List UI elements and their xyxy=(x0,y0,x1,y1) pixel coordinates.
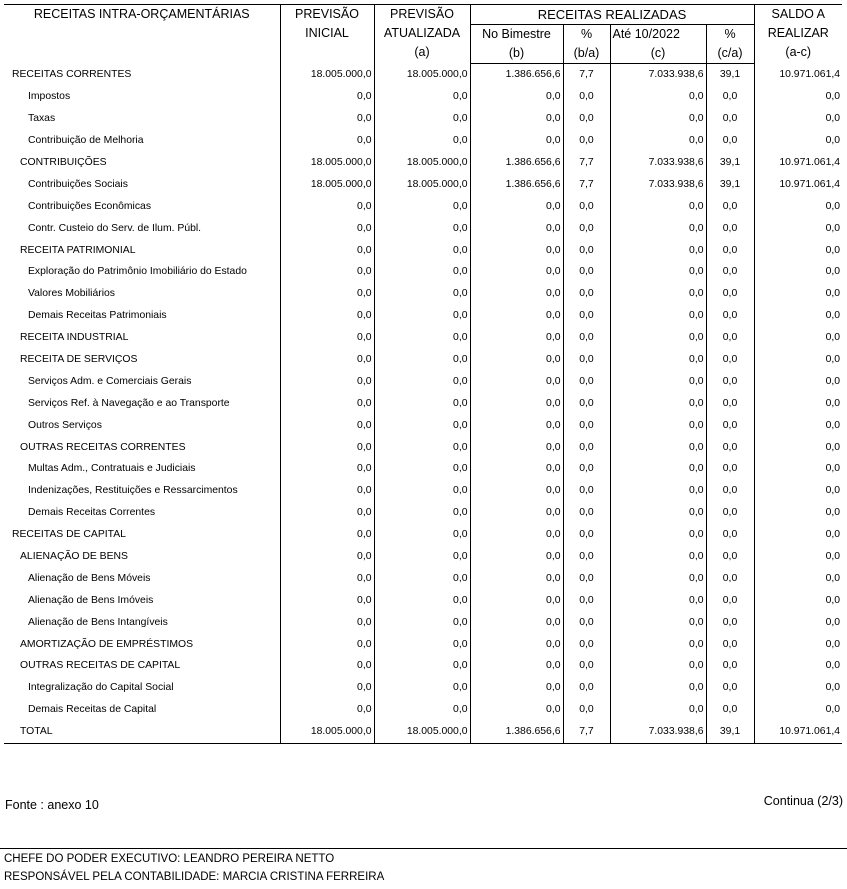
cell-atualizada: 0,0 xyxy=(374,458,470,480)
table-row xyxy=(4,458,842,480)
cell-ate: 0,0 xyxy=(610,436,706,458)
cell-atualizada: 0,0 xyxy=(374,195,470,217)
cell-inicial: 0,0 xyxy=(280,261,374,283)
cell-ate: 7.033.938,6 xyxy=(610,721,706,743)
col-no-bimestre: No Bimestre (b) xyxy=(470,25,563,64)
cell-atualizada: 0,0 xyxy=(374,480,470,502)
cell-pct-c: 0,0 xyxy=(706,633,754,655)
table-row xyxy=(4,261,842,283)
cell-bimestre: 0,0 xyxy=(470,130,563,152)
table-row xyxy=(4,370,842,392)
col-previsao-atualizada: PREVISÃO ATUALIZADA (a) xyxy=(374,5,470,64)
table-row xyxy=(4,152,842,174)
cell-atualizada: 0,0 xyxy=(374,524,470,546)
cell-bimestre: 0,0 xyxy=(470,589,563,611)
cell-inicial: 0,0 xyxy=(280,436,374,458)
signature-responsavel: RESPONSÁVEL PELA CONTABILIDADE: MARCIA CRISTINA FERREIRA xyxy=(4,871,385,883)
cell-pct-b: 0,0 xyxy=(563,677,610,699)
cell-ate: 0,0 xyxy=(610,611,706,633)
cell-atualizada: 0,0 xyxy=(374,611,470,633)
receitas-table xyxy=(4,4,842,744)
cell-bimestre: 0,0 xyxy=(470,502,563,524)
cell-saldo: 0,0 xyxy=(825,310,841,322)
cell-inicial: 0,0 xyxy=(280,349,374,371)
cell-atualizada: 0,0 xyxy=(374,86,470,108)
table-row xyxy=(4,217,842,239)
cell-bimestre: 0,0 xyxy=(470,370,563,392)
cell-bimestre: 0,0 xyxy=(470,283,563,305)
cell-inicial: 18.005.000,0 xyxy=(280,173,374,195)
cell-ate: 7.033.938,6 xyxy=(610,173,706,195)
table-row xyxy=(4,130,842,152)
cell-saldo: 0,0 xyxy=(825,485,841,497)
cell-bimestre: 0,0 xyxy=(470,392,563,414)
table-row xyxy=(4,64,842,86)
cell-ate: 0,0 xyxy=(610,327,706,349)
cell-atualizada: 0,0 xyxy=(374,370,470,392)
row-label: Multas Adm., Contratuais e Judiciais xyxy=(4,458,280,480)
cell-pct-c: 39,1 xyxy=(706,173,754,195)
table-row xyxy=(4,436,842,458)
cell-atualizada: 0,0 xyxy=(374,655,470,677)
row-label: Indenizações, Restituições e Ressarcimentos xyxy=(4,480,280,502)
cell-bimestre: 0,0 xyxy=(470,436,563,458)
table-row xyxy=(4,546,842,568)
cell-atualizada: 18.005.000,0 xyxy=(374,173,470,195)
cell-atualizada: 0,0 xyxy=(374,392,470,414)
cell-ate: 0,0 xyxy=(610,589,706,611)
source-note: Fonte : anexo 10 xyxy=(5,798,99,812)
cell-pct-b: 7,7 xyxy=(563,173,610,195)
row-label: AMORTIZAÇÃO DE EMPRÉSTIMOS xyxy=(4,633,280,655)
cell-inicial: 0,0 xyxy=(280,86,374,108)
cell-bimestre: 1.386.656,6 xyxy=(470,721,563,743)
cell-inicial: 0,0 xyxy=(280,546,374,568)
cell-bimestre: 0,0 xyxy=(470,546,563,568)
cell-saldo: 0,0 xyxy=(825,222,841,234)
cell-pct-c: 0,0 xyxy=(706,546,754,568)
table-row xyxy=(4,86,842,108)
cell-pct-b: 0,0 xyxy=(563,392,610,414)
cell-saldo: 0,0 xyxy=(825,463,841,475)
cell-pct-c: 39,1 xyxy=(706,721,754,743)
cell-inicial: 0,0 xyxy=(280,217,374,239)
cell-saldo: 0,0 xyxy=(825,616,841,628)
cell-pct-c: 0,0 xyxy=(706,217,754,239)
cell-ate: 0,0 xyxy=(610,567,706,589)
cell-bimestre: 0,0 xyxy=(470,567,563,589)
cell-ate: 7.033.938,6 xyxy=(610,64,706,86)
cell-saldo: 0,0 xyxy=(825,682,841,694)
cell-saldo: 10.971.061,4 xyxy=(754,721,842,743)
cell-pct-c: 0,0 xyxy=(706,392,754,414)
continuation-note: Continua (2/3) xyxy=(763,794,843,808)
cell-inicial: 0,0 xyxy=(280,392,374,414)
cell-ate: 0,0 xyxy=(610,524,706,546)
cell-saldo: 0,0 xyxy=(825,419,841,431)
cell-pct-c: 0,0 xyxy=(706,524,754,546)
table-row xyxy=(4,524,842,546)
cell-bimestre: 0,0 xyxy=(470,655,563,677)
row-label: RECEITA DE SERVIÇOS xyxy=(4,349,280,371)
cell-saldo: 0,0 xyxy=(825,507,841,519)
cell-atualizada: 18.005.000,0 xyxy=(374,152,470,174)
row-label: Demais Receitas Correntes xyxy=(4,502,280,524)
cell-pct-b: 7,7 xyxy=(563,152,610,174)
cell-pct-b: 0,0 xyxy=(563,195,610,217)
cell-saldo: 0,0 xyxy=(825,135,841,147)
row-label: Contribuições Econômicas xyxy=(4,195,280,217)
cell-pct-c: 0,0 xyxy=(706,86,754,108)
cell-ate: 0,0 xyxy=(610,283,706,305)
cell-bimestre: 1.386.656,6 xyxy=(470,64,563,86)
cell-pct-b: 0,0 xyxy=(563,370,610,392)
table-row xyxy=(4,611,842,633)
row-label: Serviços Ref. à Navegação e ao Transporte xyxy=(4,392,280,414)
cell-pct-b: 0,0 xyxy=(563,480,610,502)
cell-pct-b: 0,0 xyxy=(563,261,610,283)
cell-pct-b: 0,0 xyxy=(563,655,610,677)
cell-bimestre: 1.386.656,6 xyxy=(470,152,563,174)
row-label: Contribuição de Melhoria xyxy=(4,130,280,152)
row-label: Demais Receitas Patrimoniais xyxy=(4,305,280,327)
cell-pct-c: 39,1 xyxy=(706,64,754,86)
row-label: Taxas xyxy=(4,108,280,130)
cell-pct-b: 0,0 xyxy=(563,567,610,589)
row-label: Exploração do Patrimônio Imobiliário do Estado xyxy=(4,261,280,283)
cell-pct-c: 0,0 xyxy=(706,699,754,721)
cell-pct-c: 0,0 xyxy=(706,370,754,392)
cell-ate: 0,0 xyxy=(610,677,706,699)
row-label: Outros Serviços xyxy=(4,414,280,436)
cell-inicial: 18.005.000,0 xyxy=(280,64,374,86)
cell-ate: 0,0 xyxy=(610,458,706,480)
row-label: CONTRIBUIÇÕES xyxy=(4,152,280,174)
col-group-receitas-realizadas: RECEITAS REALIZADAS xyxy=(470,5,754,25)
row-label: RECEITA PATRIMONIAL xyxy=(4,239,280,261)
cell-saldo: 0,0 xyxy=(825,551,841,563)
cell-ate: 0,0 xyxy=(610,349,706,371)
cell-inicial: 0,0 xyxy=(280,677,374,699)
cell-pct-c: 0,0 xyxy=(706,239,754,261)
cell-pct-b: 0,0 xyxy=(563,633,610,655)
cell-inicial: 0,0 xyxy=(280,108,374,130)
cell-bimestre: 0,0 xyxy=(470,414,563,436)
cell-pct-c: 0,0 xyxy=(706,349,754,371)
cell-ate: 0,0 xyxy=(610,392,706,414)
cell-saldo: 0,0 xyxy=(825,660,841,672)
cell-atualizada: 0,0 xyxy=(374,239,470,261)
cell-pct-b: 0,0 xyxy=(563,414,610,436)
cell-ate: 7.033.938,6 xyxy=(610,152,706,174)
cell-inicial: 0,0 xyxy=(280,589,374,611)
cell-bimestre: 0,0 xyxy=(470,349,563,371)
cell-saldo: 0,0 xyxy=(825,113,841,125)
cell-pct-c: 0,0 xyxy=(706,261,754,283)
cell-atualizada: 0,0 xyxy=(374,633,470,655)
cell-saldo: 0,0 xyxy=(825,594,841,606)
cell-saldo: 0,0 xyxy=(825,288,841,300)
cell-atualizada: 0,0 xyxy=(374,305,470,327)
cell-inicial: 0,0 xyxy=(280,611,374,633)
row-label: RECEITA INDUSTRIAL xyxy=(4,327,280,349)
cell-pct-c: 0,0 xyxy=(706,502,754,524)
table-row xyxy=(4,480,842,502)
table-row xyxy=(4,305,842,327)
cell-bimestre: 0,0 xyxy=(470,699,563,721)
cell-pct-c: 0,0 xyxy=(706,414,754,436)
cell-atualizada: 0,0 xyxy=(374,327,470,349)
cell-bimestre: 0,0 xyxy=(470,524,563,546)
cell-pct-b: 0,0 xyxy=(563,589,610,611)
table-row xyxy=(4,108,842,130)
cell-inicial: 18.005.000,0 xyxy=(280,721,374,743)
row-label: Valores Mobiliários xyxy=(4,283,280,305)
row-label: Demais Receitas de Capital xyxy=(4,699,280,721)
cell-pct-c: 0,0 xyxy=(706,327,754,349)
cell-inicial: 0,0 xyxy=(280,458,374,480)
cell-pct-b: 0,0 xyxy=(563,502,610,524)
cell-ate: 0,0 xyxy=(610,305,706,327)
cell-ate: 0,0 xyxy=(610,86,706,108)
cell-inicial: 0,0 xyxy=(280,283,374,305)
cell-saldo: 10.971.061,4 xyxy=(779,69,841,81)
col-saldo-a-realizar: SALDO A REALIZAR (a-c) xyxy=(754,5,842,64)
cell-atualizada: 18.005.000,0 xyxy=(374,64,470,86)
cell-pct-b: 0,0 xyxy=(563,108,610,130)
cell-bimestre: 0,0 xyxy=(470,458,563,480)
row-label: Serviços Adm. e Comerciais Gerais xyxy=(4,370,280,392)
cell-pct-b: 7,7 xyxy=(563,721,610,743)
row-label: Alienação de Bens Móveis xyxy=(4,567,280,589)
cell-inicial: 0,0 xyxy=(280,414,374,436)
cell-pct-c: 0,0 xyxy=(706,283,754,305)
cell-pct-c: 0,0 xyxy=(706,480,754,502)
row-label: Alienação de Bens Intangíveis xyxy=(4,611,280,633)
cell-bimestre: 0,0 xyxy=(470,86,563,108)
cell-pct-c: 0,0 xyxy=(706,108,754,130)
cell-bimestre: 0,0 xyxy=(470,677,563,699)
table-row xyxy=(4,392,842,414)
cell-bimestre: 1.386.656,6 xyxy=(470,173,563,195)
cell-bimestre: 0,0 xyxy=(470,327,563,349)
cell-ate: 0,0 xyxy=(610,370,706,392)
cell-pct-b: 0,0 xyxy=(563,546,610,568)
table-row xyxy=(4,589,842,611)
table-row xyxy=(4,633,842,655)
cell-inicial: 0,0 xyxy=(280,195,374,217)
table-row xyxy=(4,502,842,524)
cell-pct-b: 0,0 xyxy=(563,305,610,327)
col-pct-ca: % (c/a) xyxy=(706,25,754,64)
cell-pct-b: 0,0 xyxy=(563,611,610,633)
cell-saldo: 0,0 xyxy=(825,572,841,584)
cell-saldo: 0,0 xyxy=(825,91,841,103)
cell-ate: 0,0 xyxy=(610,480,706,502)
cell-atualizada: 0,0 xyxy=(374,108,470,130)
cell-inicial: 0,0 xyxy=(280,524,374,546)
cell-pct-b: 7,7 xyxy=(563,64,610,86)
cell-pct-c: 0,0 xyxy=(706,567,754,589)
cell-saldo: 0,0 xyxy=(825,638,841,650)
cell-atualizada: 0,0 xyxy=(374,283,470,305)
col-previsao-inicial: PREVISÃO INICIAL xyxy=(280,5,374,64)
row-label: OUTRAS RECEITAS DE CAPITAL xyxy=(4,655,280,677)
cell-inicial: 0,0 xyxy=(280,699,374,721)
cell-ate: 0,0 xyxy=(610,699,706,721)
cell-pct-c: 0,0 xyxy=(706,611,754,633)
cell-inicial: 0,0 xyxy=(280,370,374,392)
cell-bimestre: 0,0 xyxy=(470,305,563,327)
cell-inicial: 0,0 xyxy=(280,239,374,261)
cell-saldo: 0,0 xyxy=(825,375,841,387)
cell-atualizada: 18.005.000,0 xyxy=(374,721,470,743)
cell-atualizada: 0,0 xyxy=(374,436,470,458)
table-row xyxy=(4,195,842,217)
cell-ate: 0,0 xyxy=(610,195,706,217)
cell-inicial: 0,0 xyxy=(280,502,374,524)
table-row xyxy=(4,173,842,195)
cell-pct-b: 0,0 xyxy=(563,130,610,152)
cell-ate: 0,0 xyxy=(610,217,706,239)
row-label: RECEITAS DE CAPITAL xyxy=(4,524,280,546)
row-label: Alienação de Bens Imóveis xyxy=(4,589,280,611)
cell-pct-c: 39,1 xyxy=(706,152,754,174)
row-label: Integralização do Capital Social xyxy=(4,677,280,699)
cell-bimestre: 0,0 xyxy=(470,633,563,655)
cell-bimestre: 0,0 xyxy=(470,480,563,502)
cell-ate: 0,0 xyxy=(610,546,706,568)
table-row xyxy=(4,677,842,699)
cell-inicial: 0,0 xyxy=(280,567,374,589)
cell-ate: 0,0 xyxy=(610,414,706,436)
cell-ate: 0,0 xyxy=(610,655,706,677)
table-row xyxy=(4,699,842,721)
cell-bimestre: 0,0 xyxy=(470,217,563,239)
row-label: Impostos xyxy=(4,86,280,108)
row-label: OUTRAS RECEITAS CORRENTES xyxy=(4,436,280,458)
cell-inicial: 0,0 xyxy=(280,327,374,349)
cell-pct-c: 0,0 xyxy=(706,677,754,699)
table-row xyxy=(4,349,842,371)
col-ate-periodo: Até 10/2022 (c) xyxy=(610,25,706,64)
table-title: RECEITAS INTRA-ORÇAMENTÁRIAS xyxy=(4,5,280,64)
cell-atualizada: 0,0 xyxy=(374,699,470,721)
row-label: ALIENAÇÃO DE BENS xyxy=(4,546,280,568)
cell-pct-b: 0,0 xyxy=(563,239,610,261)
row-label: TOTAL xyxy=(4,721,280,743)
cell-pct-c: 0,0 xyxy=(706,130,754,152)
cell-pct-c: 0,0 xyxy=(706,458,754,480)
col-pct-ba: % (b/a) xyxy=(563,25,610,64)
table-row xyxy=(4,239,842,261)
cell-saldo: 0,0 xyxy=(825,441,841,453)
cell-ate: 0,0 xyxy=(610,633,706,655)
cell-ate: 0,0 xyxy=(610,502,706,524)
cell-pct-c: 0,0 xyxy=(706,655,754,677)
cell-inicial: 0,0 xyxy=(280,655,374,677)
cell-saldo: 0,0 xyxy=(825,704,841,716)
cell-atualizada: 0,0 xyxy=(374,130,470,152)
cell-pct-b: 0,0 xyxy=(563,458,610,480)
row-label: Contribuições Sociais xyxy=(4,173,280,195)
cell-saldo: 0,0 xyxy=(825,332,841,344)
cell-atualizada: 0,0 xyxy=(374,589,470,611)
cell-atualizada: 0,0 xyxy=(374,502,470,524)
table-body xyxy=(4,64,842,744)
cell-inicial: 0,0 xyxy=(280,305,374,327)
cell-atualizada: 0,0 xyxy=(374,677,470,699)
cell-pct-b: 0,0 xyxy=(563,283,610,305)
cell-inicial: 0,0 xyxy=(280,633,374,655)
cell-atualizada: 0,0 xyxy=(374,546,470,568)
table-row xyxy=(4,567,842,589)
cell-bimestre: 0,0 xyxy=(470,108,563,130)
cell-pct-b: 0,0 xyxy=(563,524,610,546)
cell-bimestre: 0,0 xyxy=(470,239,563,261)
row-label: RECEITAS CORRENTES xyxy=(4,64,280,86)
cell-pct-b: 0,0 xyxy=(563,217,610,239)
cell-ate: 0,0 xyxy=(610,108,706,130)
cell-bimestre: 0,0 xyxy=(470,261,563,283)
cell-saldo: 10.971.061,4 xyxy=(779,178,841,190)
cell-atualizada: 0,0 xyxy=(374,414,470,436)
cell-inicial: 18.005.000,0 xyxy=(280,152,374,174)
row-label: Contr. Custeio do Serv. de Ilum. Públ. xyxy=(4,217,280,239)
cell-pct-b: 0,0 xyxy=(563,86,610,108)
table-row xyxy=(4,655,842,677)
cell-inicial: 0,0 xyxy=(280,480,374,502)
cell-pct-c: 0,0 xyxy=(706,195,754,217)
table-row xyxy=(4,327,842,349)
cell-bimestre: 0,0 xyxy=(470,195,563,217)
table-row xyxy=(4,414,842,436)
cell-pct-b: 0,0 xyxy=(563,436,610,458)
cell-atualizada: 0,0 xyxy=(374,349,470,371)
cell-inicial: 0,0 xyxy=(280,130,374,152)
header-row-top xyxy=(4,5,842,25)
table-row xyxy=(4,283,842,305)
cell-pct-c: 0,0 xyxy=(706,589,754,611)
cell-ate: 0,0 xyxy=(610,261,706,283)
cell-ate: 0,0 xyxy=(610,239,706,261)
cell-pct-b: 0,0 xyxy=(563,699,610,721)
cell-saldo: 0,0 xyxy=(825,354,841,366)
total-row xyxy=(4,721,842,743)
signature-divider xyxy=(0,848,847,849)
cell-saldo: 0,0 xyxy=(825,244,841,256)
cell-pct-b: 0,0 xyxy=(563,349,610,371)
cell-atualizada: 0,0 xyxy=(374,261,470,283)
cell-pct-c: 0,0 xyxy=(706,436,754,458)
signature-chefe: CHEFE DO PODER EXECUTIVO: LEANDRO PEREIRA NETTO xyxy=(4,853,335,865)
cell-saldo: 0,0 xyxy=(825,397,841,409)
cell-atualizada: 0,0 xyxy=(374,567,470,589)
cell-ate: 0,0 xyxy=(610,130,706,152)
cell-saldo: 0,0 xyxy=(825,529,841,541)
cell-bimestre: 0,0 xyxy=(470,611,563,633)
cell-saldo: 0,0 xyxy=(825,266,841,278)
cell-pct-b: 0,0 xyxy=(563,327,610,349)
cell-saldo: 10.971.061,4 xyxy=(779,157,841,168)
cell-saldo: 0,0 xyxy=(825,200,841,212)
cell-atualizada: 0,0 xyxy=(374,217,470,239)
cell-pct-c: 0,0 xyxy=(706,305,754,327)
